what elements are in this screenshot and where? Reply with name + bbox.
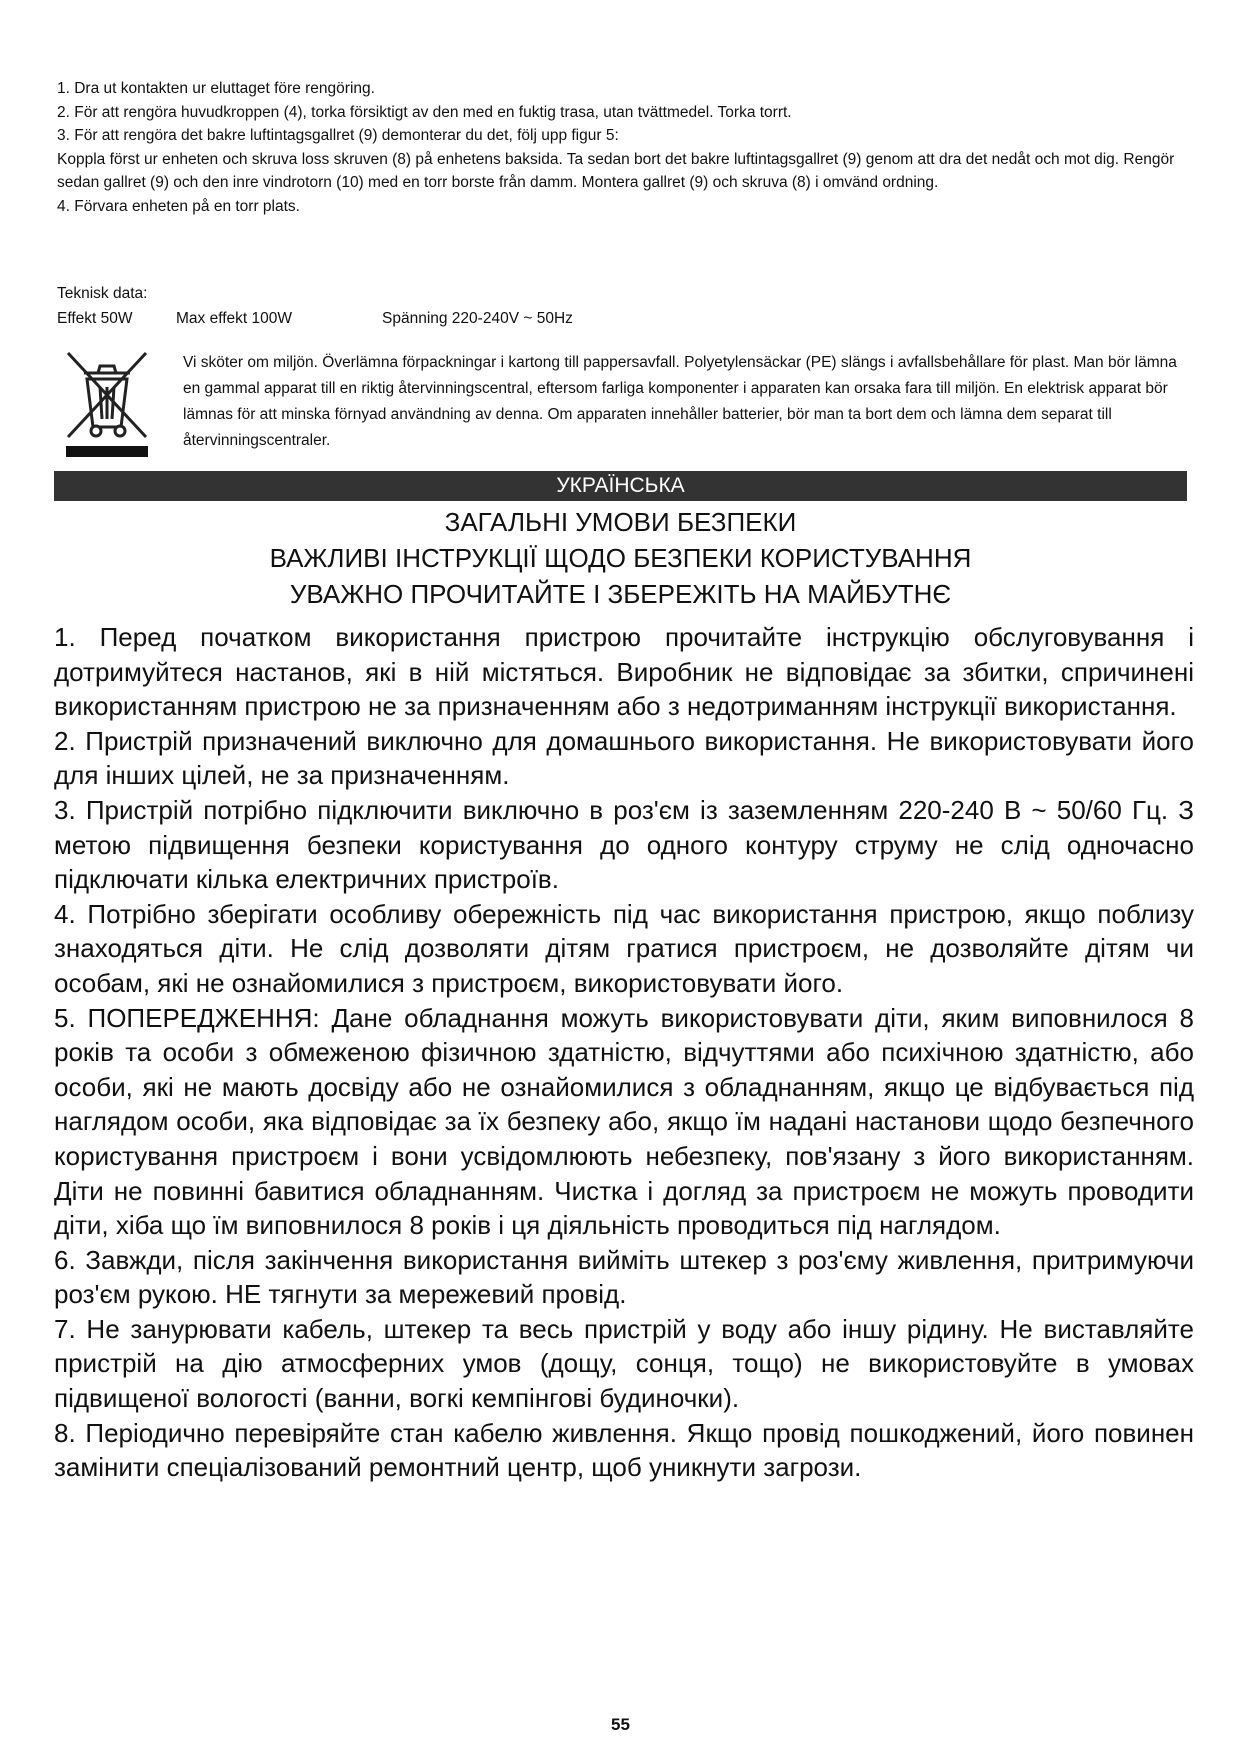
safety-instructions-list [54,620,1194,1485]
safety-headings [0,504,1241,612]
max-power-value: Max effekt 100W [176,310,293,327]
power-value: Effekt 50W [57,310,133,327]
page-number: 55 [611,1715,630,1734]
technical-data-row [57,306,757,331]
cleaning-step: 3. För att rengöra det bakre luftintagsgallret (9) demonterar du det, följ upp figur 5: [57,127,619,144]
voltage-value: Spänning 220-240V ~ 50Hz [382,310,573,327]
safety-item: 7. Не занурювати кабель, штекер та весь пристрій у воду або іншу рідину. Не виставляйте пристрій на дію атмосферних умов (дощу, сонця, тощо) не використовуйте в умовах підвищеної вологості (ванни, вогкі кемпінгові будиночки). [54,1313,1194,1414]
heading-important-instructions: ВАЖЛИВІ ІНСТРУКЦІЇ ЩОДО БЕЗПЕКИ КОРИСТУВАННЯ [269,543,972,573]
safety-item: 2. Пристрій призначений виключно для домашнього використання. Не використовувати його для інших цілей, не за призначенням. [54,725,1194,791]
cleaning-step: Koppla först ur enheten och skruva loss skruven (8) på enhetens baksida. Ta sedan bort det bakre luftintagsgallret (9) genom att dra det nedåt och mot dig. Rengör sedan gallret (9) och den inre vindrotorn (10) med en torr borste från damm. Montera gallret (9) och skruva (8) i omvänd ordning. [57,150,1175,191]
safety-item: 5. ПОПЕРЕДЖЕННЯ: Дане обладнання можуть використовувати діти, яким виповнилося 8 років та особи з обмеженою фізичною здатністю, відчуттями або психічною здатністю, або особи, які не мають досвіду або не ознайомилися з обладнанням, якщо це відбувається під наглядом особи, яка відповідає за їх безпеку або, якщо їм надані настанови щодо безпечного користування пристроєм і вони усвідомлюють небезпеку, пов'язану з його використанням. Діти не повинні бавитися обладнанням. Чистка і догляд за пристроєм не можуть проводити діти, хіба що їм виповнилося 8 років і ця діяльність проводиться під наглядом. [54,1002,1194,1241]
technical-data [57,281,757,331]
safety-item: 1. Перед початком використання пристрою прочитайте інструкцію обслуговування і дотримуйтеся настанов, які в ній містяться. Виробник не відповідає за збитки, спричинені використанням пристрою не за призначенням або з недотриманням інструкції використання. [54,622,1194,722]
swedish-cleaning-section [57,77,1187,218]
heading-general-safety: ЗАГАЛЬНІ УМОВИ БЕЗПЕКИ [444,507,797,537]
cleaning-step: 2. För att rengöra huvudkroppen (4), torka försiktigt av den med en fuktig trasa, utan tvättmedel. Torka torrt. [57,103,792,121]
cleaning-step: 1. Dra ut kontakten ur eluttaget före rengöring. [57,80,375,97]
heading-read-and-keep: УВАЖНО ПРОЧИТАЙТЕ І ЗБЕРЕЖІТЬ НА МАЙБУТНЄ [289,579,952,609]
technical-data-heading: Teknisk data: [57,285,148,302]
cleaning-step: 4. Förvara enheten på en torr plats. [57,197,300,215]
safety-item: 3. Пристрій потрібно підключити виключно в роз'єм із заземленням 220-240 В ~ 50/60 Гц. З метою підвищення безпеки користування до одного контуру струму не слід одночасно підключати кілька електричних пристроїв. [54,794,1194,895]
safety-item: 8. Періодично перевіряйте стан кабелю живлення. Якщо провід пошкоджений, його повинен замінити спеціалізований ремонтний центр, щоб уникнути загрози. [54,1417,1194,1483]
language-section-bar: УКРАЇНСЬКА [54,471,1187,501]
weee-crossed-bin-icon [60,347,154,459]
safety-item: 6. Завжди, після закінчення використання вийміть штекер з роз'єму живлення, притримуючи роз'єм рукою. НЕ тягнути за мережевий провід. [54,1244,1194,1310]
safety-item: 4. Потрібно зберігати особливу обережність під час використання пристрою, якщо поблизу знаходяться діти. Не слід дозволяти дітям гратися пристроєм, не дозволяйте дітям чи особам, які не ознайомилися з пристроєм, використовувати його. [54,898,1194,998]
environment-text: Vi sköter om miljön. Överlämna förpackningar i kartong till pappersavfall. Polyetylensäckar (PE) slängs i avfallsbehållare för plast. Man bör lämna en gammal apparat till en riktig återvinningscentral, eftersom farliga komponenter i apparaten kan orsaka fara till miljön. En elektrisk apparat bör lämnas för att minska förnyad användning av denna. Om apparaten innehåller batterier, bör man ta bort dem och lämna dem separat till återvinningscentraler. [183,354,1177,449]
environment-notice [183,350,1188,454]
